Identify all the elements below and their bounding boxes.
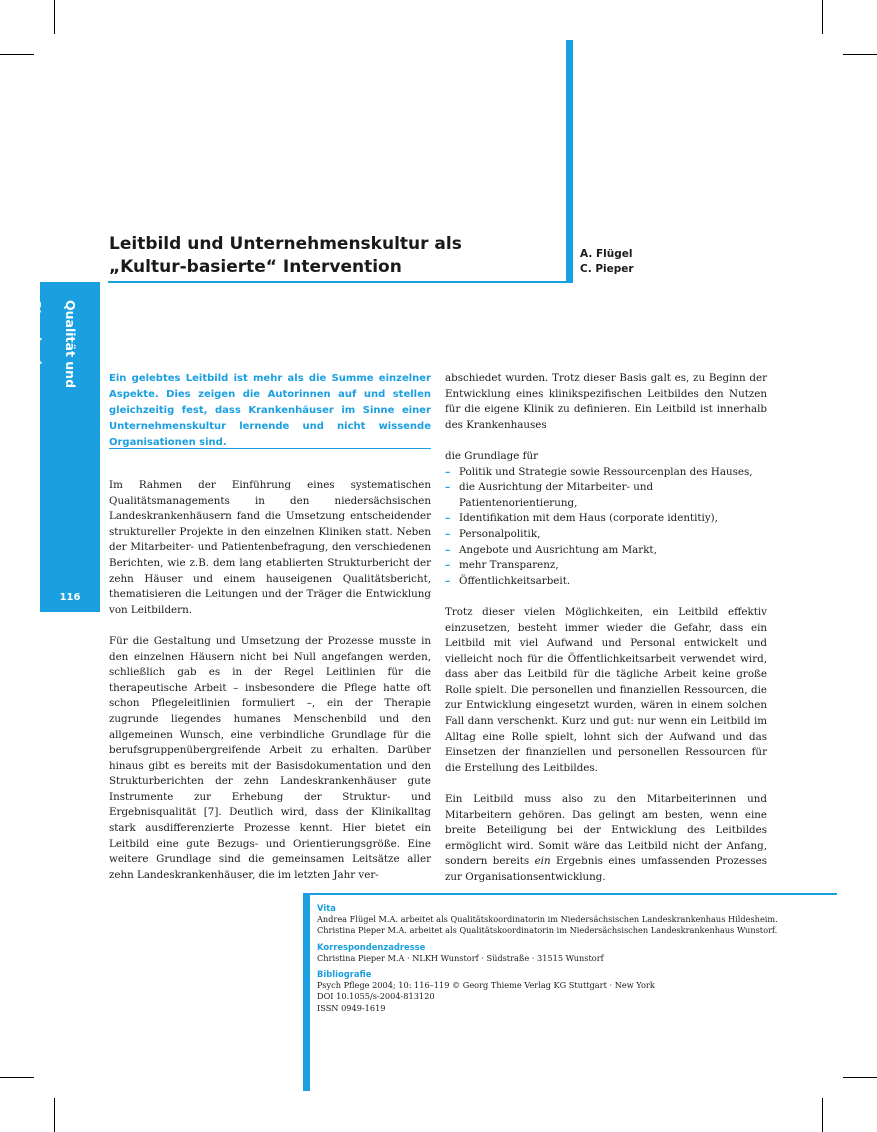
title-line: „Kultur-basierte“ Intervention — [109, 257, 402, 277]
correspondence-block — [317, 942, 817, 964]
vita-line: Andrea Flügel M.A. arbeitet als Qualitätskoordinatorin im Niedersächsischen Landeskrankenhaus Hildesheim. — [317, 914, 778, 925]
dash-icon: – — [445, 559, 451, 572]
list-item: – Identifikation mit dem Haus (corporate identitiy), — [445, 511, 767, 527]
bibliography-block — [317, 969, 817, 1014]
header-accent-bar — [566, 40, 573, 282]
dash-icon: – — [445, 465, 451, 478]
title-rule — [108, 281, 573, 283]
list-intro: die Grundlage für — [445, 449, 539, 462]
dash-icon: – — [445, 512, 451, 525]
crop-mark — [0, 54, 34, 55]
text-column-left — [109, 478, 431, 883]
title-line: Leitbild und Unternehmenskultur als — [109, 234, 462, 254]
dash-icon: – — [445, 527, 451, 540]
list-item: – die Ausrichtung der Mitarbeiter- und Patientenorientierung, — [445, 481, 654, 509]
crop-mark — [0, 1077, 34, 1078]
author: C. Pieper — [580, 263, 634, 275]
info-box-rule — [303, 893, 837, 895]
correspondence-heading: Korrespondenzadresse — [317, 941, 426, 952]
paragraph: Ein Leitbild muss also zu den Mitarbeiterinnen und Mitarbeitern gehören. Das gelingt am besten, wenn eine breite Beteiligung bei der Entwicklung des Leitbildes ermöglicht wird. Somit wäre das Leitbild nicht der Anfang, sondern bereits ein Ergebnis eines umfassenden Prozesses zur Organisationsentwicklung. — [445, 793, 767, 883]
list-item: – Öffentlichkeitsarbeit. — [445, 574, 767, 590]
crop-mark — [54, 0, 55, 34]
bibliography-line: Psych Pflege 2004; 10: 116–119 © Georg Thieme Verlag KG Stuttgart · New York — [317, 980, 655, 991]
info-box — [317, 903, 817, 1019]
crop-mark — [822, 1098, 823, 1132]
author-list — [580, 247, 634, 277]
vita-block — [317, 903, 817, 937]
dash-icon: – — [445, 574, 451, 587]
correspondence-line: Christina Pieper M.A · NLKH Wunstorf · Südstraße · 31515 Wunstorf — [317, 952, 604, 963]
paragraph: Im Rahmen der Einführung eines systematischen Qualitätsmanagements in den niedersächsischen Landeskrankenhäusern fand die Umsetzung entscheidender struktureller Projekte in den einzelnen Kliniken statt. Neben der Mitarbeiter- und Patientenbefragung, den verschiedenen Berichten, wie z.B. dem lang etablierten Strukturbericht der zehn Häuser und einem hauseigenen Qualitätsbericht, thematisieren die Leitungen und der Träger die Entwicklung von Leitbildern. — [109, 479, 431, 616]
bibliography-line: ISSN 0949-1619 — [317, 1002, 386, 1013]
crop-mark — [54, 1098, 55, 1132]
emphasis: ein — [534, 855, 551, 868]
vita-heading: Vita — [317, 903, 336, 913]
list-item: – Angebote und Ausrichtung am Markt, — [445, 543, 767, 559]
paragraph: abschiedet wurden. Trotz dieser Basis galt es, zu Beginn der Entwicklung eines klinikspezifischen Leitbildes den Nutzen für die eigene Klinik zu definieren. Ein Leitbild ist innerhalb des Krankenhauses — [445, 372, 767, 431]
list-item: – Politik und Strategie sowie Ressourcenplan des Hauses, — [445, 465, 767, 481]
bibliography-heading: Bibliografie — [317, 969, 372, 980]
crop-mark — [822, 0, 823, 34]
paragraph: Für die Gestaltung und Umsetzung der Prozesse musste in den einzelnen Häusern nicht bei Null angefangen werden, schließlich gab es in der Regel Leitlinien für die therapeutische Arbeit – insbesondere die Pflege hatte oft schon Pflegeleitlinien formuliert –, ein der Therapie zugrunde liegendes humanes Menschenbild und den allgemeinen Wunsch, eine verbindliche Grundlage für die berufsgruppenübergreifende Arbeit zu erhalten. Darüber hinaus gibt es bereits mit der Basisdokumentation und den Strukturberichten der zehn Landeskrankenhäuser gute Instrumente zur Erhebung der Struktur- und Ergebnisqualität [7]. Deutlich wird, dass der Klinikalltag stark ausdifferenzierte Prozesse kennt. Hier bietet ein Leitbild eine gute Bezugs- und Orientierungsgröße. Eine weitere Grundlage sind die gemeinsamen Leitsätze aller zehn Landeskrankenhäuser, die im letzten Jahr ver- — [109, 634, 431, 881]
author: A. Flügel — [580, 248, 633, 260]
text-column-right — [445, 371, 767, 886]
abstract-rule — [109, 448, 431, 449]
list-item: – mehr Transparenz, — [445, 558, 767, 574]
vita-line: Christina Pieper M.A. arbeitet als Qualitätskoordinatorin im Niedersächsischen Landeskrankenhaus Wunstorf. — [317, 925, 778, 936]
info-box-bar — [303, 893, 310, 1091]
article-title — [109, 233, 549, 279]
section-label: Qualität und Standards — [29, 300, 78, 389]
crop-mark — [843, 1077, 877, 1078]
crop-mark — [843, 54, 877, 55]
page-number: 116 — [59, 592, 81, 603]
abstract: Ein gelebtes Leitbild ist mehr als die Summe einzelner Aspekte. Dies zeigen die Autorinnen auf und stellen gleichzeitig fest, dass Krankenhäuser im Sinne einer Unternehmenskultur lernende und nicht wissende Organisationen sind. — [109, 373, 431, 448]
dash-icon: – — [445, 543, 451, 556]
dash-icon: – — [445, 481, 451, 494]
list-item: – Personalpolitik, — [445, 527, 767, 543]
paragraph: Trotz dieser vielen Möglichkeiten, ein Leitbild effektiv einzusetzen, besteht immer wieder die Gefahr, dass ein Leitbild mit viel Aufwand und Personal entwickelt und vielleicht noch für die Öffentlichkeitsarbeit verwendet wird, dass aber das Leitbild für die tägliche Arbeit keine große Rolle spielt. Die personellen und finanziellen Ressourcen, die zur Entwicklung eingesetzt wurden, wären in einem solchen Fall dann verschenkt. Kurz und gut: nur wenn ein Leitbild im Alltag eine Rolle spielt, lohnt sich der Aufwand und das Einsetzen der finanziellen und personellen Ressourcen für die Erstellung des Leitbildes. — [445, 605, 767, 774]
bullet-list — [445, 465, 767, 590]
bibliography-line: DOI 10.1055/s-2004-813120 — [317, 991, 435, 1002]
